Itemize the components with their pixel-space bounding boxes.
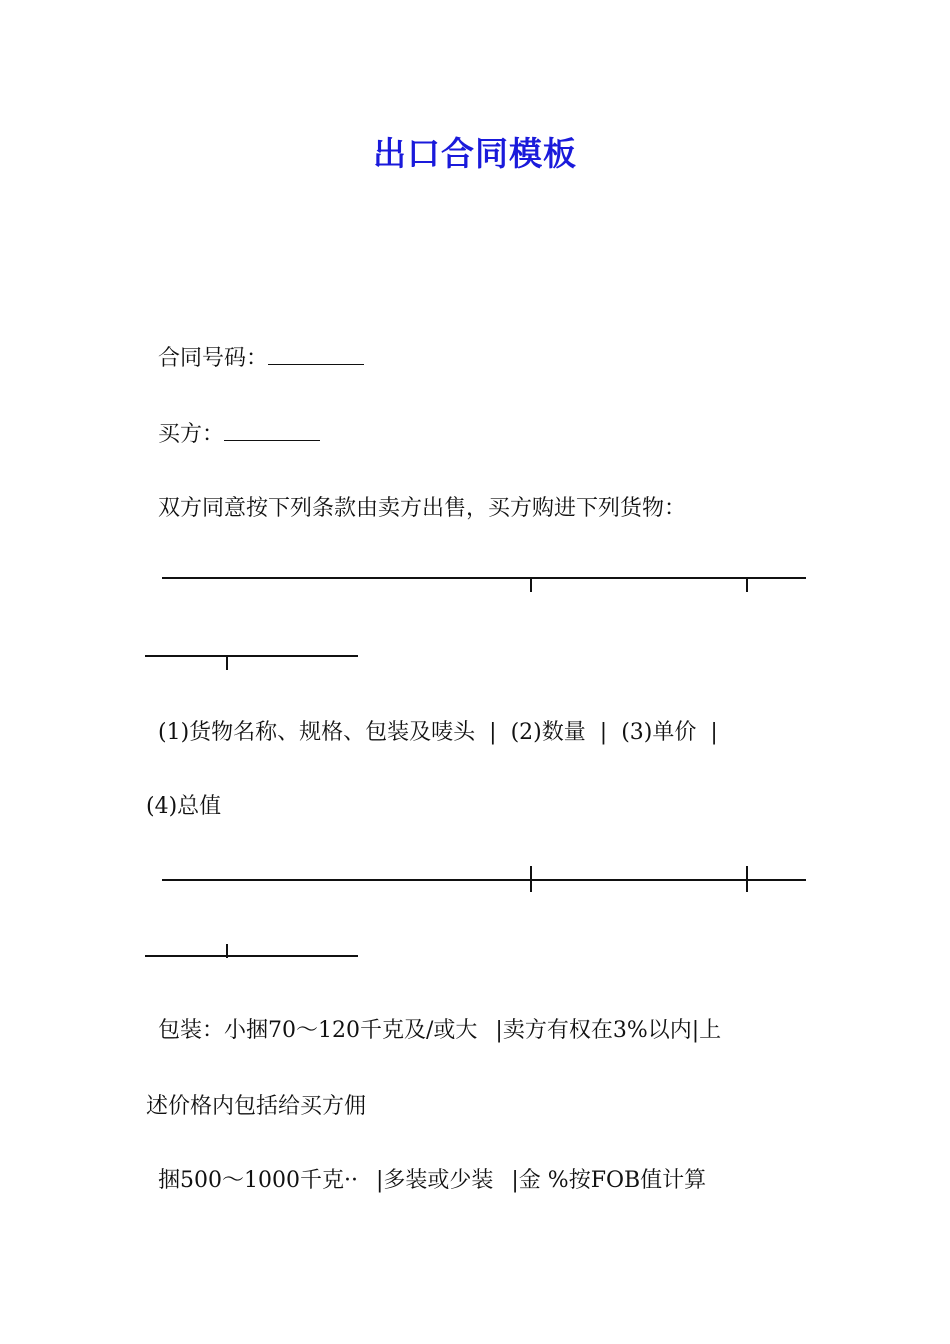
col-separator: | — [710, 720, 718, 745]
col-header-unit-price: (3)单价 — [621, 720, 697, 745]
col-separator: | — [599, 720, 608, 745]
table-row-2 — [158, 1166, 706, 1196]
row1-price-note: |上 — [691, 1018, 722, 1043]
col-header-total-value: (4)总值 — [146, 794, 222, 819]
row1-packing: 包装：小捆70～120千克及/或大 — [158, 1018, 478, 1043]
buyer-label: 买方： — [158, 422, 225, 447]
intro-text: 双方同意按下列条款由卖方出售，买方购进下列货物： — [158, 496, 687, 521]
col-separator: | — [489, 720, 497, 745]
table-top-divider-3 — [226, 656, 228, 670]
document-title: 出口合同模板 — [373, 134, 577, 173]
table-mid-rule — [162, 879, 806, 881]
table-top-divider-1 — [530, 578, 532, 592]
table-top-rule — [162, 577, 806, 579]
row2-packing: 捆500～1000千克·· — [158, 1168, 358, 1193]
table-top-divider-2 — [746, 578, 748, 592]
row2-commission: |金 %按FOB值计算 — [511, 1168, 707, 1193]
contract-number-label: 合同号码： — [158, 346, 269, 371]
table-row-1 — [158, 1016, 721, 1046]
col-header-quantity: (2)数量 — [510, 720, 586, 745]
col-header-goods: (1)货物名称、规格、包装及唛头 — [158, 720, 476, 745]
contract-number-blank[interactable] — [268, 346, 364, 365]
buyer-line — [158, 420, 320, 450]
table-mid-rule-cont — [145, 955, 358, 957]
contract-number-line — [158, 344, 364, 374]
row1-seller-option: |卖方有权在3%以内 — [495, 1018, 692, 1043]
table-header-row — [158, 718, 732, 748]
row1-continuation: 述价格内包括给买方佣 — [146, 1094, 367, 1119]
table-top-rule-cont — [145, 655, 358, 657]
buyer-blank[interactable] — [224, 422, 320, 441]
row2-more-or-less: |多装或少装 — [375, 1168, 494, 1193]
